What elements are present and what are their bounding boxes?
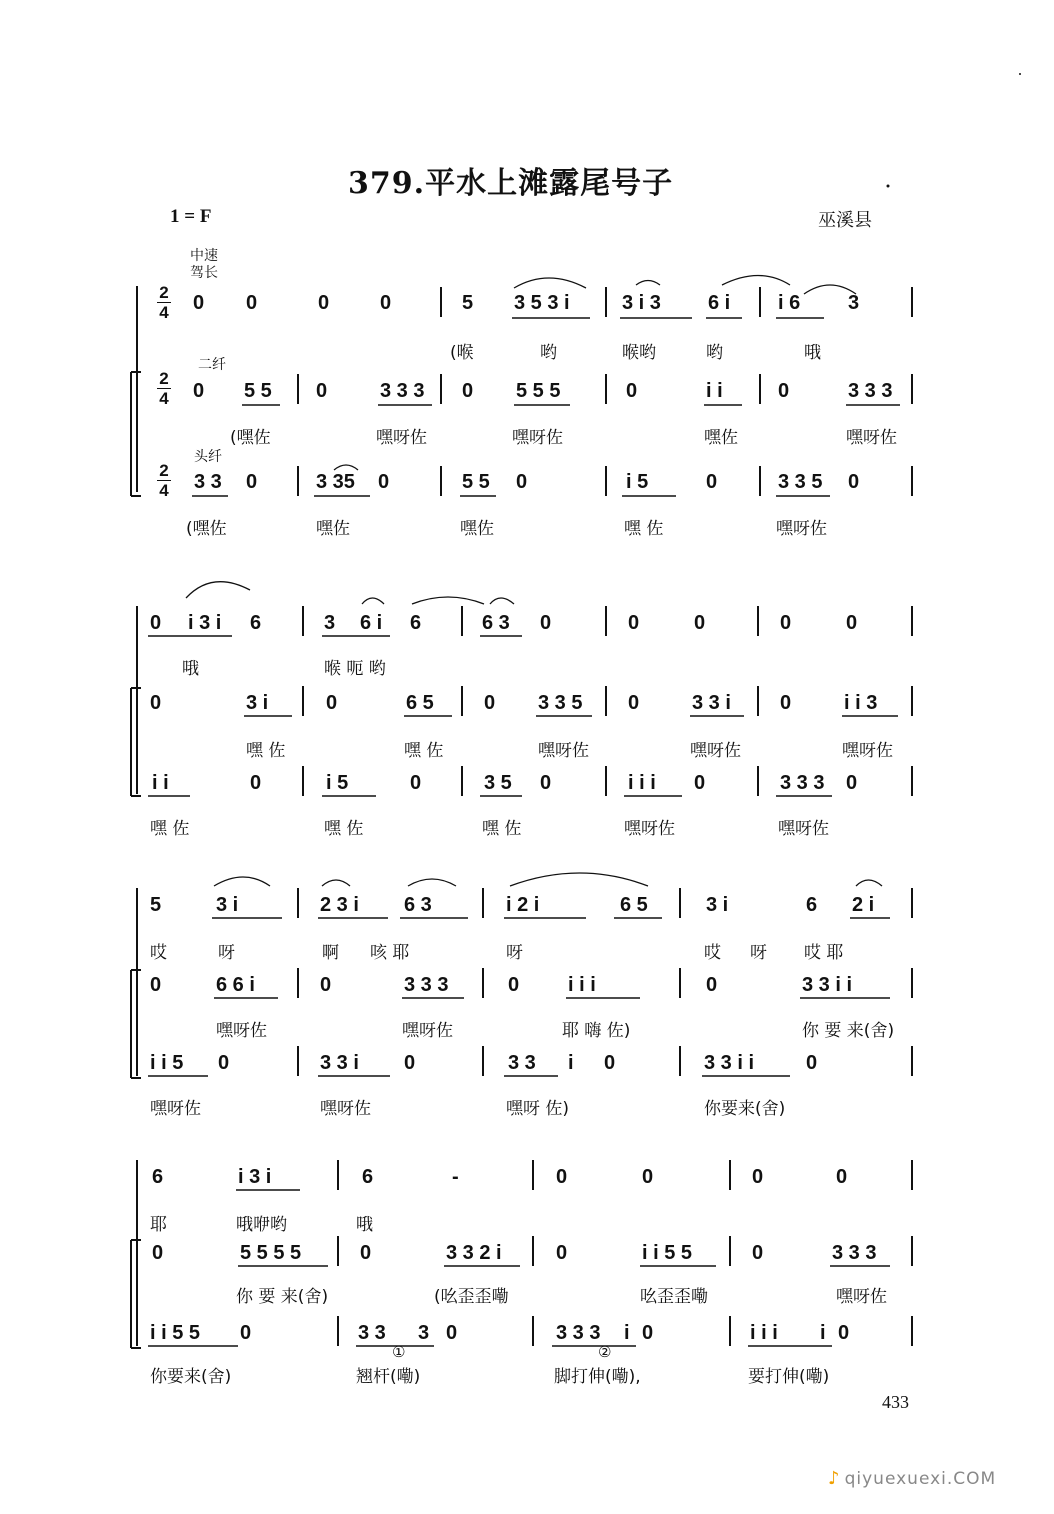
lyric: 嘿呀 佐) xyxy=(506,1099,570,1119)
lyric: 吆歪歪嘞 xyxy=(640,1287,708,1307)
note: i i i xyxy=(628,772,656,794)
lyric: 呀 xyxy=(506,943,523,963)
note: 0 xyxy=(316,380,328,402)
note: 3 3 3 xyxy=(832,1242,877,1264)
note: i i 5 5 xyxy=(150,1322,201,1344)
lyric: (喉 xyxy=(450,343,474,363)
time-signature: 2 4 xyxy=(157,461,171,500)
note: 0 xyxy=(706,974,718,996)
note: 3 3 i xyxy=(692,692,731,714)
note: 6 6 i xyxy=(216,974,255,996)
lyric: 嘿呀佐 xyxy=(846,428,897,448)
note: 3 i xyxy=(216,894,239,916)
second-part-label: 二纤 xyxy=(198,357,226,373)
lyric: 嘿呀佐 xyxy=(778,819,829,839)
lyric: 嘿 佐 xyxy=(624,519,664,539)
note: 3 3 xyxy=(508,1052,536,1074)
note: 6 xyxy=(410,612,422,634)
note: 3 35 xyxy=(316,471,355,493)
lyric: 嘿佐 xyxy=(460,519,494,539)
note: 6 5 xyxy=(406,692,434,714)
note: 0 xyxy=(626,380,638,402)
lyric: 哎 耶 xyxy=(804,943,844,963)
note: 5 xyxy=(462,292,474,314)
tempo-marking xyxy=(190,248,218,282)
lyric: 嘿佐 xyxy=(704,428,738,448)
note: 5 5 5 5 xyxy=(240,1242,302,1264)
note: 0 xyxy=(838,1322,850,1344)
lyric: 喉 呃 哟 xyxy=(324,659,386,679)
note: i i xyxy=(706,380,723,402)
lyric: 嘿呀佐 xyxy=(776,519,827,539)
tempo-speed: 中速 xyxy=(190,248,218,264)
footnote-marker: ① xyxy=(392,1343,406,1361)
note: i i i xyxy=(750,1322,778,1344)
key-signature: 1 = F xyxy=(170,206,212,227)
note: 6 i xyxy=(360,612,383,634)
note: 0 xyxy=(780,692,792,714)
note: i xyxy=(568,1052,574,1074)
lyric: 哦 xyxy=(182,659,199,679)
note: 0 xyxy=(246,292,258,314)
note: i xyxy=(624,1322,630,1344)
note: 0 xyxy=(694,772,706,794)
note: 0 xyxy=(380,292,392,314)
note: 3 3 xyxy=(194,471,222,493)
lyric: 哟 xyxy=(706,343,723,363)
note: 0 xyxy=(628,692,640,714)
note: 0 xyxy=(516,471,528,493)
lyric: 嘿呀佐 xyxy=(150,1099,201,1119)
note: 0 xyxy=(193,292,205,314)
note: i 3 i xyxy=(238,1166,272,1188)
note: i 5 xyxy=(326,772,349,794)
lyric: 你要来(舍) xyxy=(704,1099,786,1119)
note: i 5 xyxy=(626,471,649,493)
watermark-text: qiyuexuexi.COM xyxy=(844,1469,997,1489)
lyric: 要打伸(嘞) xyxy=(748,1367,830,1387)
note: 3 3 3 xyxy=(380,380,425,402)
note: 0 xyxy=(462,380,474,402)
note: - xyxy=(452,1166,459,1188)
lyric: 嘿呀佐 xyxy=(836,1287,887,1307)
note: 0 xyxy=(318,292,330,314)
note: 0 xyxy=(540,772,552,794)
note: 3 3 5 xyxy=(778,471,823,493)
note: 3 3 xyxy=(358,1322,386,1344)
note: 3 i 3 xyxy=(622,292,661,314)
lyric: 哎 xyxy=(150,943,167,963)
note: 6 xyxy=(152,1166,164,1188)
note: 0 xyxy=(836,1166,848,1188)
lyric: 嘿呀佐 xyxy=(538,741,589,761)
note: 3 3 i i xyxy=(802,974,853,996)
note: 2 i xyxy=(852,894,875,916)
note: 3 i xyxy=(706,894,729,916)
lyric: 嘿 佐 xyxy=(324,819,364,839)
note: 6 5 xyxy=(620,894,648,916)
note: 0 xyxy=(150,692,162,714)
lyric: 哟 xyxy=(540,343,557,363)
note: 0 xyxy=(150,974,162,996)
region-label: 巫溪县 xyxy=(818,210,872,231)
note: 6 3 xyxy=(404,894,432,916)
note: i i i xyxy=(568,974,596,996)
note: i i 3 xyxy=(844,692,878,714)
note: 0 xyxy=(780,612,792,634)
note: 6 xyxy=(806,894,818,916)
footnote-marker: ② xyxy=(598,1343,612,1361)
note: 0 xyxy=(484,692,496,714)
lyric: (嘿佐 xyxy=(186,519,227,539)
note: 3 3 3 xyxy=(848,380,893,402)
note: 0 xyxy=(246,471,258,493)
note: 0 xyxy=(326,692,338,714)
lyric: 嘿呀佐 xyxy=(690,741,741,761)
note: 0 xyxy=(218,1052,230,1074)
note: 0 xyxy=(556,1242,568,1264)
lyric: 嘿 佐 xyxy=(404,741,444,761)
lyric: 哦 xyxy=(356,1215,373,1235)
lyric: 翘杆(嘞) xyxy=(356,1367,421,1387)
note: 0 xyxy=(694,612,706,634)
note: 0 xyxy=(556,1166,568,1188)
time-signature: 2 4 xyxy=(157,283,171,322)
note: 3 3 i xyxy=(320,1052,359,1074)
note: 3 3 i i xyxy=(704,1052,755,1074)
note: 0 xyxy=(360,1242,372,1264)
lyric: 呀 xyxy=(750,943,767,963)
lyric: 脚打伸(嘞), xyxy=(554,1367,641,1387)
note: 3 xyxy=(848,292,860,314)
song-title: 379.平水上滩露尾号子 xyxy=(348,166,674,201)
note: i xyxy=(820,1322,826,1344)
note: 0 xyxy=(404,1052,416,1074)
lyric: 咳 耶 xyxy=(370,943,410,963)
note: 0 xyxy=(150,612,162,634)
note: 0 xyxy=(642,1322,654,1344)
lyric: (吆歪歪嘞 xyxy=(434,1287,509,1307)
lyric: 你 要 来(舍) xyxy=(802,1021,895,1041)
lyric: 嘿 佐 xyxy=(482,819,522,839)
note: i i 5 5 xyxy=(642,1242,693,1264)
note: 3 5 xyxy=(484,772,512,794)
note: 0 xyxy=(604,1052,616,1074)
note: 3 xyxy=(324,612,336,634)
lyric: 哎 xyxy=(704,943,721,963)
note: 0 xyxy=(152,1242,164,1264)
note: 0 xyxy=(642,1166,654,1188)
note: 0 xyxy=(320,974,332,996)
lyric: 嘿呀佐 xyxy=(624,819,675,839)
watermark xyxy=(828,1468,996,1489)
first-part-label: 头纤 xyxy=(194,449,222,465)
time-signature: 2 4 xyxy=(157,369,171,408)
note: 6 xyxy=(250,612,262,634)
note: 5 xyxy=(150,894,162,916)
note: 0 xyxy=(778,380,790,402)
note: 3 xyxy=(418,1322,430,1344)
note: 3 3 3 xyxy=(780,772,825,794)
note: 0 xyxy=(240,1322,252,1344)
lyric: 嘿呀佐 xyxy=(512,428,563,448)
note: 0 xyxy=(378,471,390,493)
lyric: 你 要 来(舍) xyxy=(236,1287,329,1307)
note: 0 xyxy=(806,1052,818,1074)
note: 0 xyxy=(848,471,860,493)
lead-part-label: 驾长 xyxy=(190,265,218,281)
note: 0 xyxy=(628,612,640,634)
note: i 2 i xyxy=(506,894,540,916)
note: 5 5 5 xyxy=(516,380,561,402)
lyric: 嘿呀佐 xyxy=(402,1021,453,1041)
lyric: 哦咿哟 xyxy=(236,1215,287,1235)
note: i i xyxy=(152,772,169,794)
note: 3 3 2 i xyxy=(446,1242,502,1264)
note: 0 xyxy=(752,1242,764,1264)
note: 6 xyxy=(362,1166,374,1188)
lyric: 嘿呀佐 xyxy=(216,1021,267,1041)
lyric: 嘿呀佐 xyxy=(842,741,893,761)
lyric: 耶 xyxy=(150,1215,167,1235)
note: 3 3 5 xyxy=(538,692,583,714)
note: 5 5 xyxy=(244,380,272,402)
note: 0 xyxy=(193,380,205,402)
note: 0 xyxy=(446,1322,458,1344)
note: 3 3 3 xyxy=(556,1322,601,1344)
note: 0 xyxy=(706,471,718,493)
note: i 3 i xyxy=(188,612,222,634)
lyric: 耶 嗨 佐) xyxy=(562,1021,631,1041)
lyric: 嘿 佐 xyxy=(150,819,190,839)
page-number: 433 xyxy=(882,1392,909,1412)
lyric: 嘿呀佐 xyxy=(320,1099,371,1119)
note: 0 xyxy=(846,612,858,634)
lyric: 你要来(舍) xyxy=(150,1367,232,1387)
note: 3 5 3 i xyxy=(514,292,570,314)
lyric: 嘿 佐 xyxy=(246,741,286,761)
lyric: 哦 xyxy=(804,343,821,363)
note: 0 xyxy=(250,772,262,794)
note: 2 3 i xyxy=(320,894,359,916)
note: 5 5 xyxy=(462,471,490,493)
note: 0 xyxy=(540,612,552,634)
note: i i 5 xyxy=(150,1052,184,1074)
lyric: (嘿佐 xyxy=(230,428,271,448)
note: 0 xyxy=(410,772,422,794)
lyric: 呀 xyxy=(218,943,235,963)
note: i 6 xyxy=(778,292,801,314)
note: 6 i xyxy=(708,292,731,314)
music-note-icon: ♪ xyxy=(828,1468,840,1489)
note: 0 xyxy=(846,772,858,794)
lyric: 嘿呀佐 xyxy=(376,428,427,448)
lyric: 喉哟 xyxy=(622,343,656,363)
lyric: 嘿佐 xyxy=(316,519,350,539)
note: 3 i xyxy=(246,692,269,714)
note: 3 3 3 xyxy=(404,974,449,996)
note: 6 3 xyxy=(482,612,510,634)
lyric: 啊 xyxy=(322,943,339,963)
note: 0 xyxy=(508,974,520,996)
note: 0 xyxy=(752,1166,764,1188)
